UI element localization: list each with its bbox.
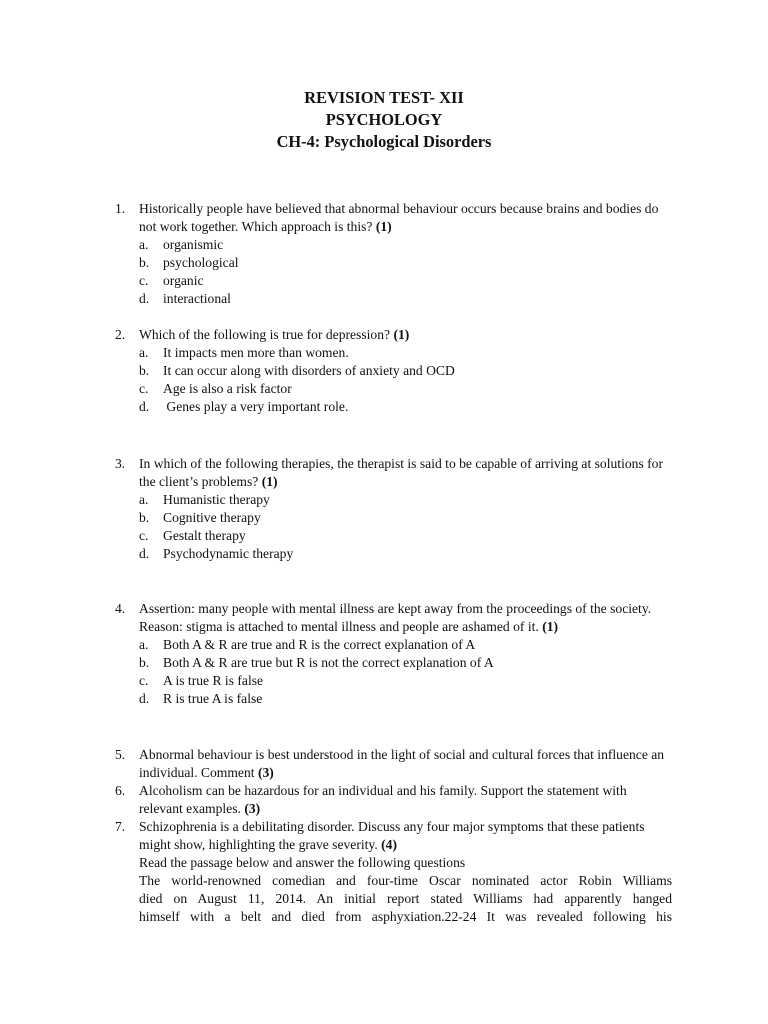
- option-text: organismic: [163, 237, 224, 252]
- option-item: [139, 636, 672, 654]
- question-4: [115, 600, 672, 708]
- option-item: [139, 672, 672, 690]
- option-text: interactional: [163, 291, 231, 306]
- question-text: In which of the following therapies, the therapist is said to be capable of arriving at solutions for the client’s problems? (1): [139, 456, 663, 489]
- option-list: [139, 636, 672, 708]
- option-item: [139, 690, 672, 708]
- option-letter: d.: [139, 546, 150, 561]
- question-text: Schizophrenia is a debilitating disorder. Discuss any four major symptoms that these patients might show, highlighting the grave severity. (4): [139, 819, 645, 852]
- passage-line: died on August 11, 2014. An initial report stated Williams had apparently hanged: [139, 891, 672, 906]
- question-number: 5.: [115, 747, 126, 762]
- test-title: REVISION TEST- XII: [304, 88, 464, 107]
- option-list: [139, 344, 672, 416]
- question-3: [115, 455, 672, 563]
- passage-instruction: Read the passage below and answer the following questions: [139, 855, 466, 870]
- option-letter: c.: [139, 673, 149, 688]
- chapter-title: CH-4: Psychological Disorders: [276, 132, 492, 151]
- option-text: Cognitive therapy: [163, 510, 261, 525]
- option-letter: d.: [139, 691, 150, 706]
- option-letter: c.: [139, 381, 149, 396]
- question-marks: (1): [393, 327, 410, 342]
- option-item: [139, 254, 672, 272]
- option-text: It can occur along with disorders of anxiety and OCD: [163, 363, 455, 378]
- option-text: A is true R is false: [163, 673, 264, 688]
- question-marks: (1): [542, 619, 559, 634]
- option-letter: b.: [139, 655, 150, 670]
- option-item: [139, 509, 672, 527]
- question-text: Alcoholism can be hazardous for an individual and his family. Support the statement with relevant examples. (3): [139, 783, 627, 816]
- question-marks: (3): [257, 765, 274, 780]
- option-text: Both A & R are true but R is not the correct explanation of A: [163, 655, 494, 670]
- subject-title: PSYCHOLOGY: [325, 110, 443, 129]
- question-marks: (4): [381, 837, 397, 852]
- option-text: Gestalt therapy: [163, 528, 246, 543]
- option-item: [139, 491, 672, 509]
- option-letter: c.: [139, 273, 149, 288]
- question-2: [115, 326, 672, 416]
- reason-text: Reason: stigma is attached to mental illness and people are ashamed of it. (1): [139, 619, 559, 634]
- option-letter: a.: [139, 492, 149, 507]
- question-marks: (3): [244, 801, 261, 816]
- question-marks: (1): [261, 474, 278, 489]
- question-text: Historically people have believed that abnormal behaviour occurs because brains and bodies do not work together. Which approach is this? (1): [139, 201, 659, 234]
- question-number: 7.: [115, 819, 126, 834]
- option-item: [139, 344, 672, 362]
- question-text: Abnormal behaviour is best understood in the light of social and cultural forces that influence an individual. Comment (3): [139, 747, 665, 780]
- option-item: [139, 527, 672, 545]
- option-letter: b.: [139, 255, 150, 270]
- option-text: organic: [163, 273, 204, 288]
- option-item: [139, 362, 672, 380]
- option-letter: d.: [139, 399, 150, 414]
- option-text: psychological: [163, 255, 239, 270]
- option-item: [139, 545, 672, 563]
- option-text: Humanistic therapy: [163, 492, 270, 507]
- option-letter: a.: [139, 237, 149, 252]
- question-number: 4.: [115, 601, 126, 616]
- question-5: [115, 746, 672, 782]
- option-letter: b.: [139, 510, 150, 525]
- option-item: [139, 236, 672, 254]
- question-text: Which of the following is true for depression? (1): [139, 327, 410, 342]
- option-text: Age is also a risk factor: [163, 381, 292, 396]
- question-number: 6.: [115, 783, 126, 798]
- option-item: [139, 290, 672, 308]
- option-item: [139, 380, 672, 398]
- question-marks: (1): [375, 219, 392, 234]
- question-number: 3.: [115, 456, 126, 471]
- assertion-text: Assertion: many people with mental illness are kept away from the proceedings of the society.: [139, 601, 652, 616]
- option-text: Genes play a very important role.: [163, 399, 349, 414]
- option-text: Psychodynamic therapy: [163, 546, 294, 561]
- passage-line: himself with a belt and died from asphyxiation.22-24 It was revealed following his: [139, 909, 672, 924]
- option-letter: c.: [139, 528, 149, 543]
- option-item: [139, 654, 672, 672]
- question-number: 2.: [115, 327, 126, 342]
- passage-line: The world-renowned comedian and four-time Oscar nominated actor Robin Williams: [139, 873, 672, 888]
- option-item: [139, 398, 672, 416]
- question-6: [115, 782, 672, 818]
- option-letter: b.: [139, 363, 150, 378]
- option-item: [139, 272, 672, 290]
- question-7: [115, 818, 672, 926]
- option-letter: a.: [139, 345, 149, 360]
- option-letter: d.: [139, 291, 150, 306]
- option-text: R is true A is false: [163, 691, 263, 706]
- document-header: [0, 87, 768, 153]
- option-text: Both A & R are true and R is the correct explanation of A: [163, 637, 476, 652]
- question-1: [115, 200, 672, 308]
- option-text: It impacts men more than women.: [163, 345, 349, 360]
- question-number: 1.: [115, 201, 126, 216]
- option-letter: a.: [139, 637, 149, 652]
- option-list: [139, 491, 672, 563]
- option-list: [139, 236, 672, 308]
